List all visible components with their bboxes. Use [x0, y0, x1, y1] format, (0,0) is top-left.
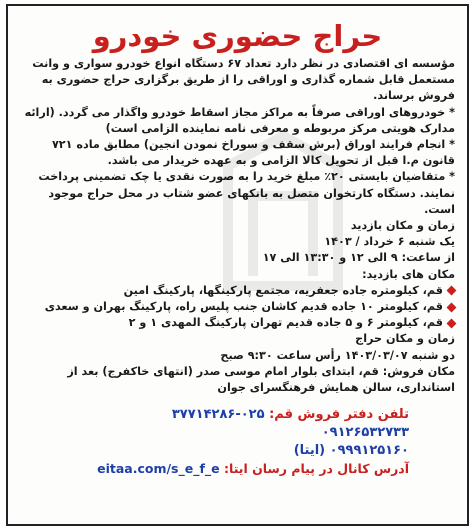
visit-place-text: قم، کیلومتره جاده جعفریه، مجتمع پارکینگها، پارکینگ امین	[123, 283, 443, 297]
visit-place-text: قم، کیلومتر ۱۰ جاده قدیم کاشان جنب پلیس راه، پارکینگ بهران و سعدی	[44, 300, 443, 314]
visit-place-1	[18, 283, 455, 299]
page-title: حراج حضوری خودرو	[92, 19, 383, 53]
auction-notice	[6, 4, 469, 526]
diamond-bullet-icon	[447, 302, 457, 312]
note-scrap-vehicles: * خودروهای اوراقی صرفاً به مراکز مجاز اسقاط خودرو واگذار می گردد. (ارائه مدارک هویتی مرکز مربوطه و معرفی نامه نماینده الزامی است)	[24, 105, 455, 135]
note-payment: * متقاضیان بایستی ۲۰٪ مبلغ خرید را به صورت نقدی یا چک تضمینی پرداخت نمایند. دستگاه کارتخوان متصل به بانکهای عضو شتاب در محل حراج موجود است.	[38, 170, 455, 216]
visit-time: از ساعت: ۹ الی ۱۲ و ۱۳:۳۰ الی ۱۷	[262, 251, 455, 265]
channel-link[interactable]: eitaa.com/s_e_f_e	[97, 461, 220, 477]
channel-label: آدرس کانال در پیام رسان ایتا:	[224, 461, 409, 477]
auction-heading: زمان و مکان حراج	[355, 332, 455, 346]
visit-date: یک شنبه ۶ خرداد / ۱۴۰۳	[324, 235, 455, 249]
visit-place-3	[18, 315, 455, 331]
visit-heading: زمان و مکان بازدید	[350, 219, 455, 233]
notice-body	[8, 56, 467, 396]
visit-places-heading: مکان های بازدید:	[362, 267, 455, 281]
mobile-phone-1[interactable]: ۰۹۱۲۶۵۳۲۷۳۳	[321, 425, 409, 441]
office-phone-number[interactable]: ۰۲۵-۳۷۷۱۴۲۸۶	[171, 407, 265, 423]
auction-date: دو شنبه ۱۴۰۳/۰۳/۰۷ رأس ساعت ۹:۳۰ صبح	[220, 348, 455, 362]
intro-paragraph: مؤسسه ای اقتصادی در نظر دارد تعداد ۶۷ دستگاه انواع خودرو سواری و وانت مستعمل قابل شماره گذاری و اوراقی را از طریق برگزاری حراج حضوری به فروش برساند.	[32, 57, 455, 103]
auction-place: مکان فروش: قم، ابتدای بلوار امام موسی صدر (انتهای خاکفرج) بعد از استانداری، سالن همایش فرهنگسرای جوان	[67, 364, 455, 395]
channel-line	[8, 460, 467, 478]
office-phone-line	[8, 406, 409, 424]
visit-place-text: قم، کیلومتر ۶ و ۵ جاده قدیم تهران پارکینگ المهدی ۱ و ۲	[128, 316, 443, 330]
note-scrap-process: * انجام فرایند اوراق (برش سقف و سوراخ نمودن انجین) مطابق ماده ۷۲۱ قانون م.ا قبل از تحویل کالا الزامی و به عهده خریدار می باشد.	[51, 138, 455, 168]
visit-place-2	[18, 299, 455, 315]
diamond-bullet-icon	[447, 286, 457, 296]
diamond-bullet-icon	[447, 318, 457, 328]
mobile-phone-2[interactable]: ۰۹۹۹۱۲۵۱۶۰ (ایتا)	[293, 443, 409, 459]
contact-block	[8, 406, 467, 460]
office-phone-label: تلفن دفتر فروش قم:	[269, 407, 409, 423]
